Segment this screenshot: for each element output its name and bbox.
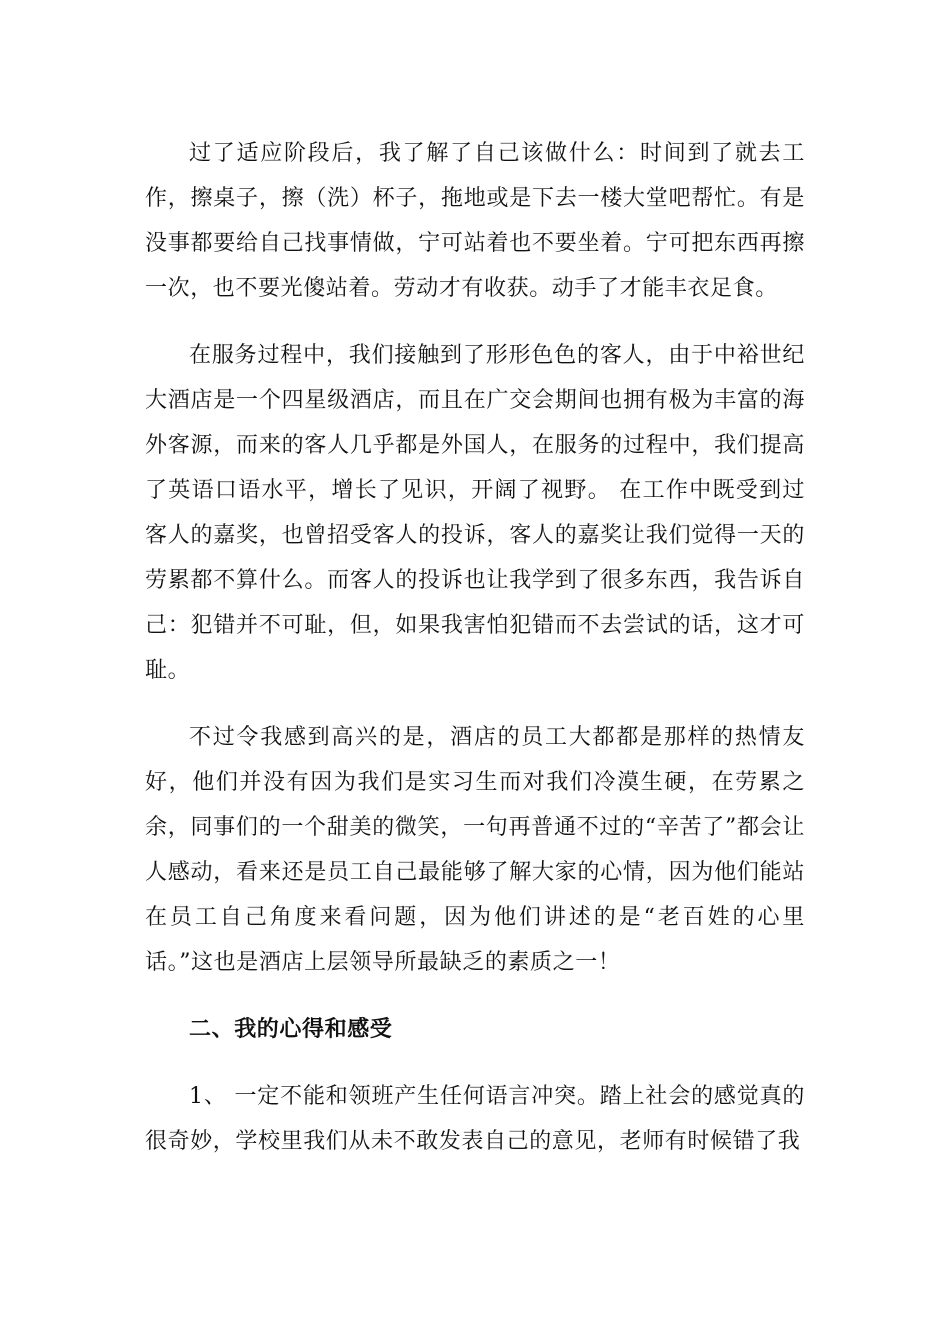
paragraph-service: 在服务过程中，我们接触到了形形色色的客人，由于中裕世纪大酒店是一个四星级酒店，而且在广交会期间也拥有极为丰富的海外客源，而来的客人几乎都是外国人，在服务的过程中，我们提高了英语口语水平，增长了见识，开阔了视野。 在工作中既受到过客人的嘉奖，也曾招受客人的投诉，客人的嘉奖让我们觉得一天的劳累都不算什么。而客人的投诉也让我学到了很多东西，我告诉自己：犯错并不可耻，但，如果我害怕犯错而不去尝试的话，这才可耻。 <box>145 343 805 683</box>
paragraph-adaptation: 过了适应阶段后，我了解了自己该做什么：时间到了就去工作，擦桌子，擦（洗）杯子，拖地或是下去一楼大堂吧帮忙。有是没事都要给自己找事情做，宁可站着也不要坐着。宁可把东西再擦一次，也不要光傻站着。劳动才有收获。动手了才能丰衣足食。 <box>145 141 805 301</box>
paragraph-colleagues: 不过令我感到高兴的是，酒店的员工大都都是那样的热情友好，他们并没有因为我们是实习生而对我们冷漠生硬，在劳累之余，同事们的一个甜美的微笑，一句再普通不过的“辛苦了”都会让人感动，看来还是员工自己最能够了解大家的心情，因为他们能站在员工自己角度来看问题，因为他们讲述的是“老百姓的心里话。”这也是酒店上层领导所最缺乏的素质之一！ <box>145 725 805 975</box>
paragraph-item-1: 1、 一定不能和领班产生任何语言冲突。踏上社会的感觉真的很奇妙，学校里我们从未不敢发表自己的意见，老师有时候错了我 <box>145 1084 805 1154</box>
section-heading: 二、我的心得和感受 <box>189 1016 393 1042</box>
document-body <box>145 131 805 1186</box>
